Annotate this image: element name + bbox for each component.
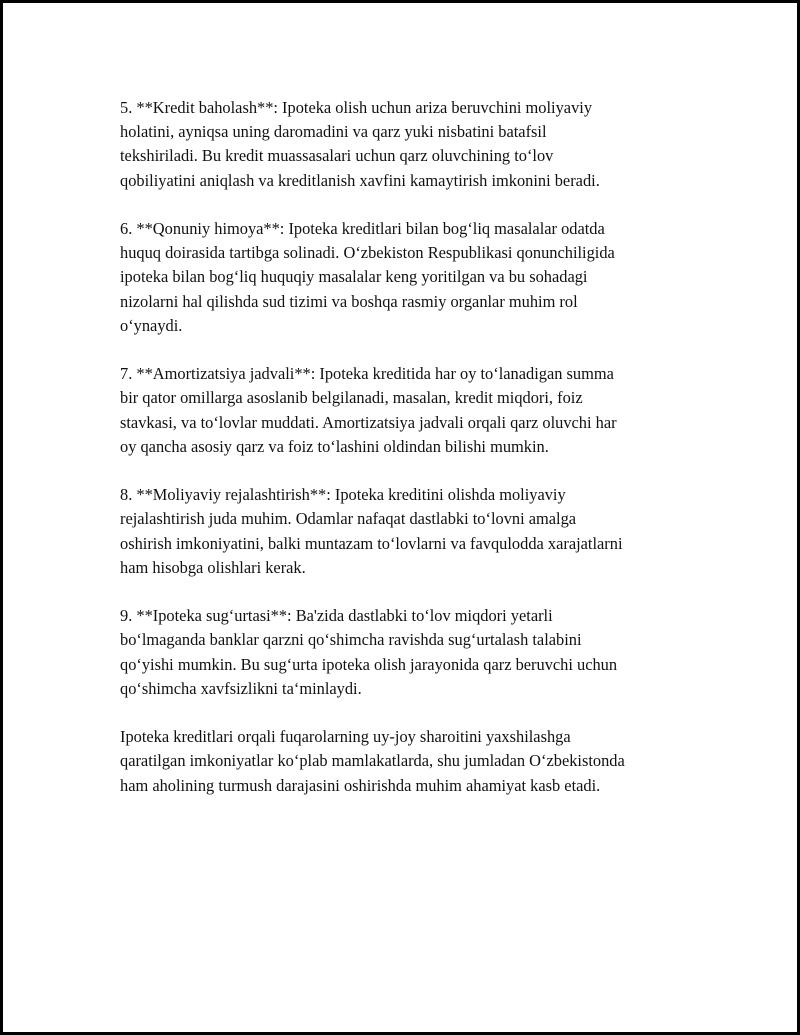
document-body [120,96,700,798]
paragraph-mortgage-insurance: 9. **Ipoteka sug‘urtasi**: Ba'zida dastlabki to‘lov miqdori yetarli bo‘lmaganda banklar qarzni qo‘shimcha ravishda sug‘urtalash talabini qo‘yishi mumkin. Bu sug‘urta ipoteka olish jarayonida qarz beruvchi uchun qo‘shimcha xavfsizlikni ta‘minlaydi. [120,606,618,698]
paragraph-credit-assessment: 5. **Kredit baholash**: Ipoteka olish uchun ariza beruvchini moliyaviy holatini, ayniqsa uning daromadini va qarz yuki nisbatini batafsil tekshiriladi. Bu kredit muassasalari uchun qarz oluvchining to‘lov qobiliyatini aniqlash va kreditlanish xavfini kamaytirish imkonini beradi. [120,98,600,190]
paragraph-financial-planning: 8. **Moliyaviy rejalashtirish**: Ipoteka kreditini olishda moliyaviy rejalashtirish juda muhim. Odamlar nafaqat dastlabki to‘lovni amalga oshirish imkoniyatini, balki muntazam to‘lovlarni va favqulodda xarajatlarni ham hisobga olishlari kerak. [120,485,623,577]
paragraph-conclusion: Ipoteka kreditlari orqali fuqarolarning uy-joy sharoitini yaxshilashga qaratilgan imkoniyatlar ko‘plab mamlakatlarda, shu jumladan O‘zbekistonda ham aholining turmush darajasini oshirishda muhim ahamiyat kasb etadi. [120,727,625,795]
paragraph-amortization-schedule: 7. **Amortizatsiya jadvali**: Ipoteka kreditida har oy to‘lanadigan summa bir qator omillarga asoslanib belgilanadi, masalan, kredit miqdori, foiz stavkasi, va to‘lovlar muddati. Amortizatsiya jadvali orqali qarz oluvchi har oy qancha asosiy qarz va foiz to‘lashini oldindan bilishi mumkin. [120,364,617,456]
paragraph-legal-protection: 6. **Qonuniy himoya**: Ipoteka kreditlari bilan bog‘liq masalalar odatda huquq doirasida tartibga solinadi. O‘zbekiston Respublikasi qonunchiligida ipoteka bilan bog‘liq huquqiy masalalar keng yoritilgan va bu sohadagi nizolarni hal qilishda sud tizimi va boshqa rasmiy organlar muhim rol o‘ynaydi. [120,219,615,335]
